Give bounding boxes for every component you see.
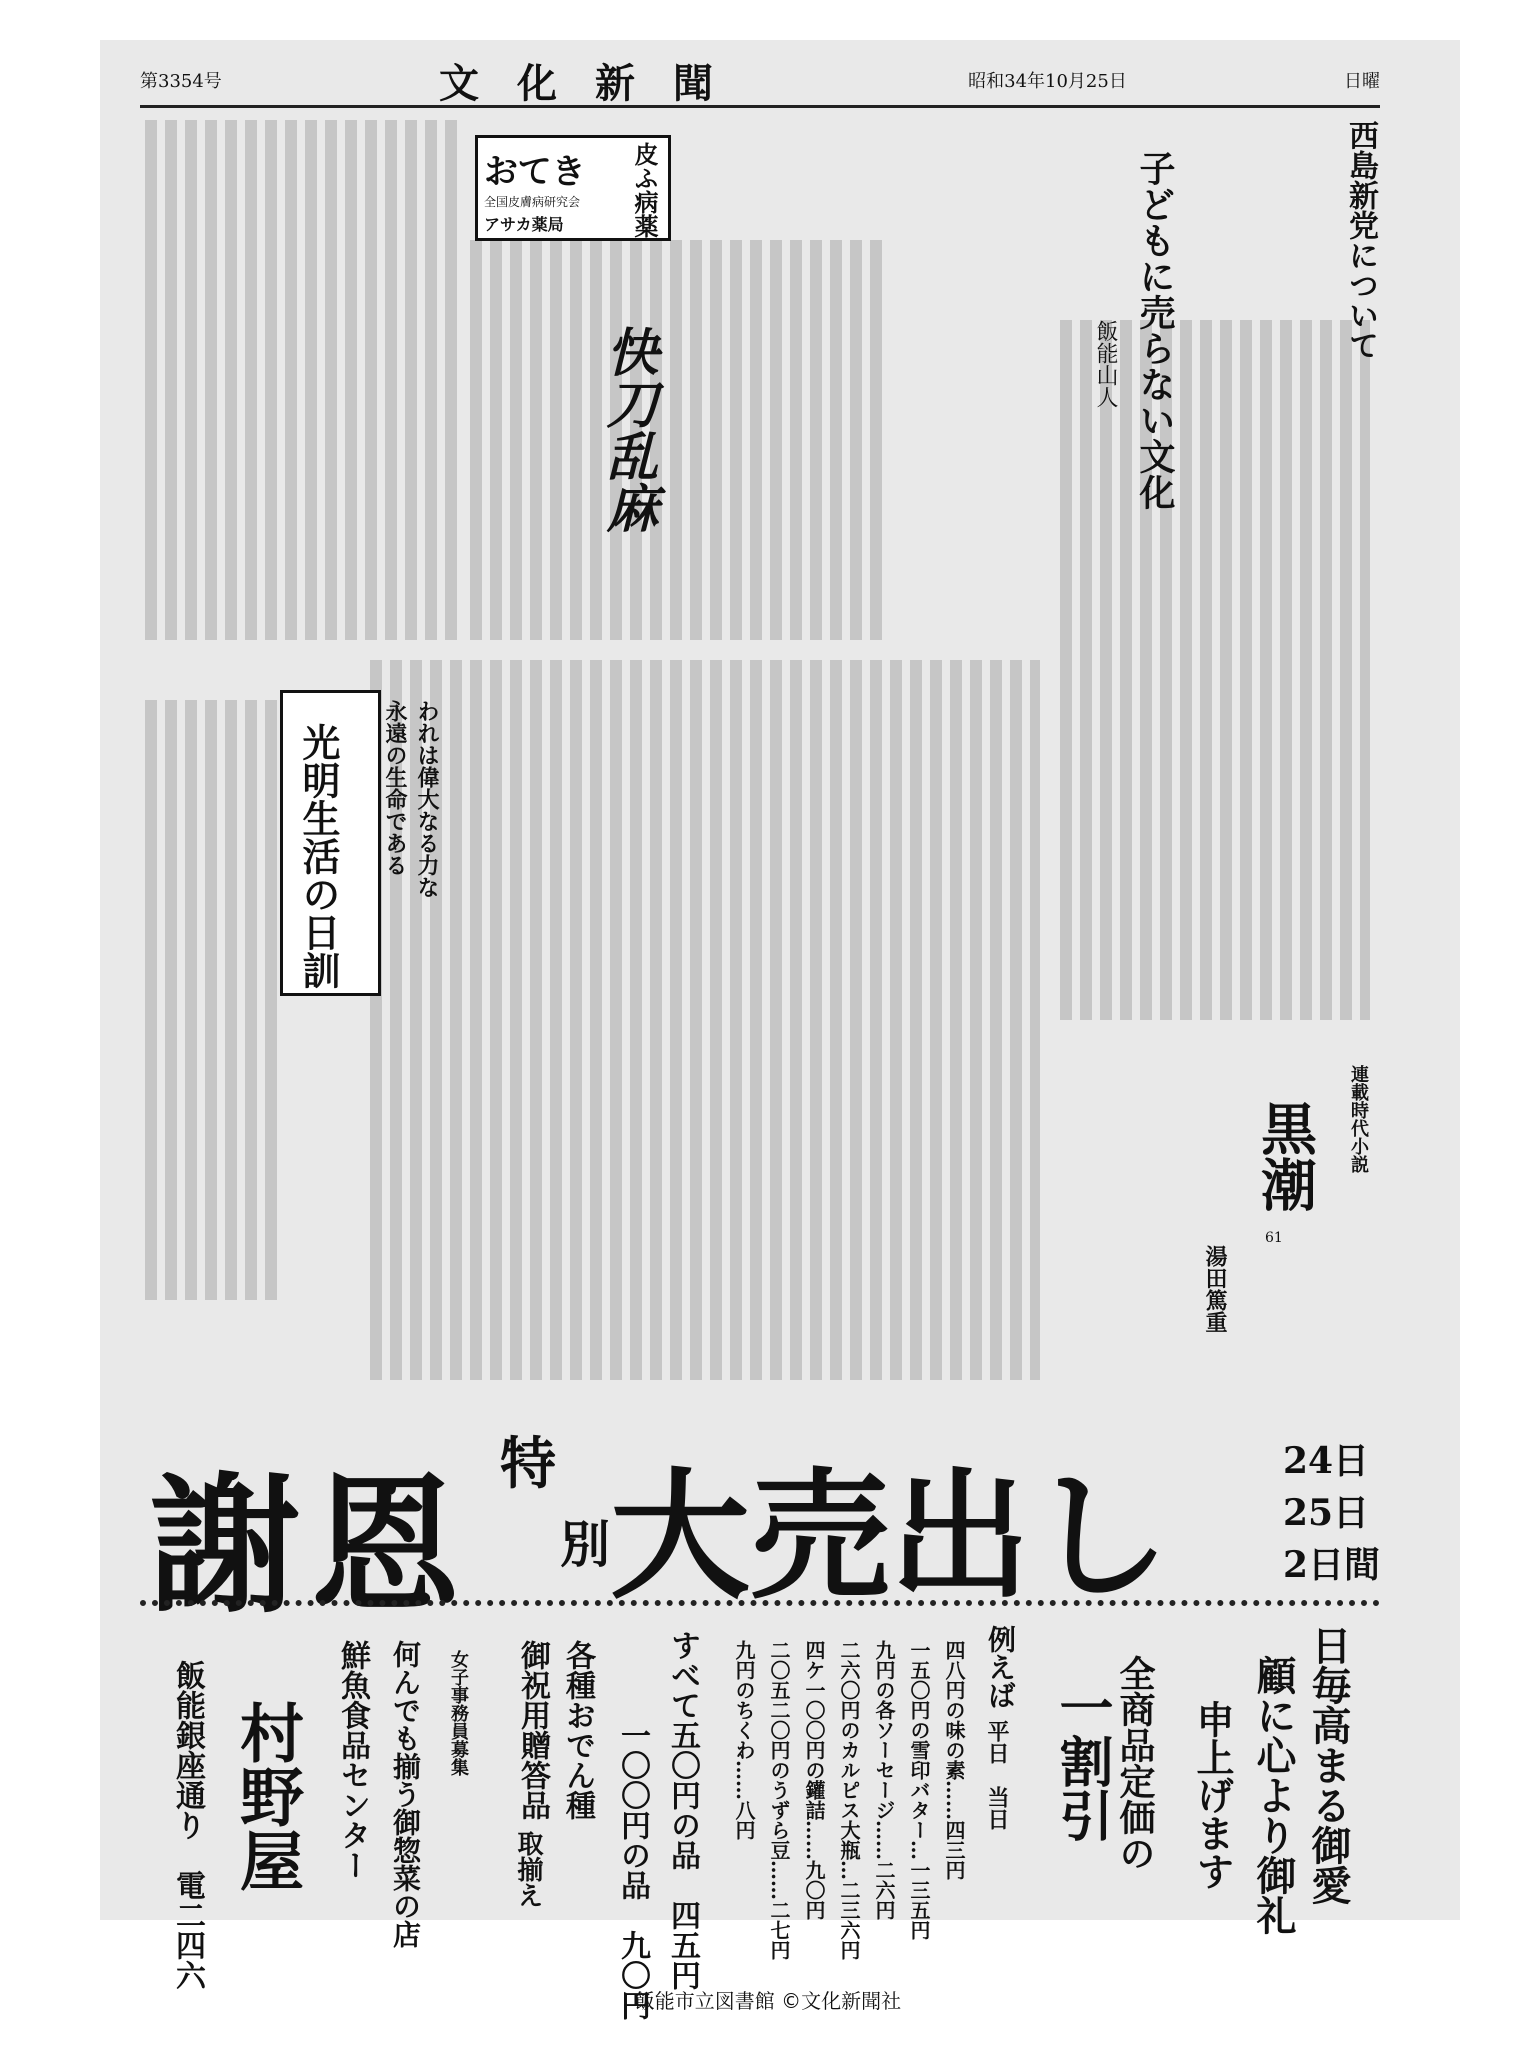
komyo-line2: 永遠の生命である	[382, 700, 408, 876]
okiki-store: アサカ薬局	[484, 215, 564, 234]
okiki-product: 皮ふ病薬	[630, 142, 659, 238]
ad-example-label: 例えば	[984, 1625, 1017, 1709]
ad-all-100: 一〇〇円の品 九〇円	[615, 1720, 650, 2020]
komyo-title: 光明生活の日訓	[296, 723, 341, 989]
issue-weekday: 日曜	[1344, 71, 1380, 92]
ad-date-24: 24日	[1282, 1440, 1370, 1482]
okiki-logo: おてき	[484, 152, 586, 192]
text-columns-lower-left	[145, 700, 285, 1300]
rensai-label: 連載時代小説	[1348, 1065, 1369, 1173]
ad-example-cols: 平日 当日	[984, 1720, 1010, 1830]
ad-dates	[1283, 1435, 1380, 1591]
ad-item-3: 九円の各ソーセージ……二六円	[872, 1640, 896, 1920]
ad-headline-ooudashi: 大売出し	[610, 1455, 1171, 1619]
ad-item-4: 二六〇円のカルピス大瓶…二三六円	[837, 1640, 861, 1960]
calligraphy-kaitou: 快刀乱麻	[597, 325, 658, 533]
ad-all-50: 五〇円の品 四五円	[665, 1720, 700, 1990]
ad-store-name: 村野屋	[229, 1700, 304, 1892]
masthead	[140, 55, 1380, 108]
ad-oden: 各種おでん種	[560, 1640, 595, 1820]
ad-gift: 御祝用贈答品	[515, 1640, 550, 1820]
ad-headline-toku: 特	[500, 1431, 556, 1497]
headline-nishijima: 西島新党について	[1343, 120, 1378, 360]
ad-center-1: 何んでも揃う御惣菜の店	[389, 1640, 422, 1948]
text-columns-lower	[370, 660, 1040, 1380]
ad-gift-suffix: 取揃え	[513, 1830, 543, 1908]
rensai-title: 黒潮	[1252, 1100, 1318, 1212]
main-ad-band	[140, 1395, 1380, 1634]
text-columns-left	[145, 120, 465, 640]
ad-thanks-3: 申上げます	[1190, 1700, 1235, 1890]
issue-date: 昭和34年10月25日	[968, 71, 1127, 92]
ad-item-5: 四ケ一〇〇円の鑵詰……九〇円	[802, 1640, 826, 1920]
issue-number: 第3354号	[140, 71, 222, 92]
komyo-line1: われは偉大なる力な	[414, 700, 440, 898]
ad-address: 飯能銀座通り 電二四六	[170, 1660, 205, 1990]
footer-credit: 飯能市立図書館 ©文化新聞社	[634, 1989, 902, 2013]
okiki-sub: 全国皮膚病研究会	[484, 195, 581, 209]
komyo-box	[280, 690, 381, 996]
ad-discount-head: 全商品定価の	[1114, 1655, 1156, 1871]
ad-item-2: 一五〇円の雪印バター…一三五円	[907, 1640, 931, 1940]
ad-item-6: 二〇五二〇円のうずら豆……二七円	[767, 1640, 791, 1960]
ad-headline-betsu: 別	[560, 1515, 610, 1574]
rensai-author: 湯田篤重	[1202, 1245, 1228, 1333]
ad-item-1: 四八円の味の素……四三円	[942, 1640, 966, 1880]
rensai-number: 61	[1265, 1230, 1283, 1246]
ad-date-25: 25日	[1282, 1492, 1370, 1534]
ad-all-label: すべて	[665, 1630, 700, 1720]
ad-thanks-2: 顧に心より御礼	[1250, 1655, 1297, 1935]
ad-recruit: 女子事務員募集	[448, 1650, 469, 1776]
okiki-ad	[475, 135, 671, 241]
ad-divider	[140, 1600, 1380, 1606]
newspaper-title: 文化新聞	[438, 59, 751, 107]
ad-headline-shaon: 謝恩	[150, 1458, 471, 1634]
kodomo-author: 飯能山人	[1093, 320, 1118, 408]
ad-discount: 一割引	[1051, 1680, 1115, 1842]
text-columns-center	[470, 240, 890, 640]
ad-date-2days: 2日間	[1282, 1544, 1380, 1586]
ad-item-7: 九円のちくわ……八円	[732, 1640, 756, 1840]
text-columns-right	[1060, 320, 1370, 1020]
ad-center-2: 鮮魚食品センター	[335, 1640, 370, 1880]
headline-kodomo: 子どもに売らない文化	[1134, 150, 1176, 510]
ad-thanks-1: 日毎高まる御愛	[1305, 1625, 1352, 1905]
